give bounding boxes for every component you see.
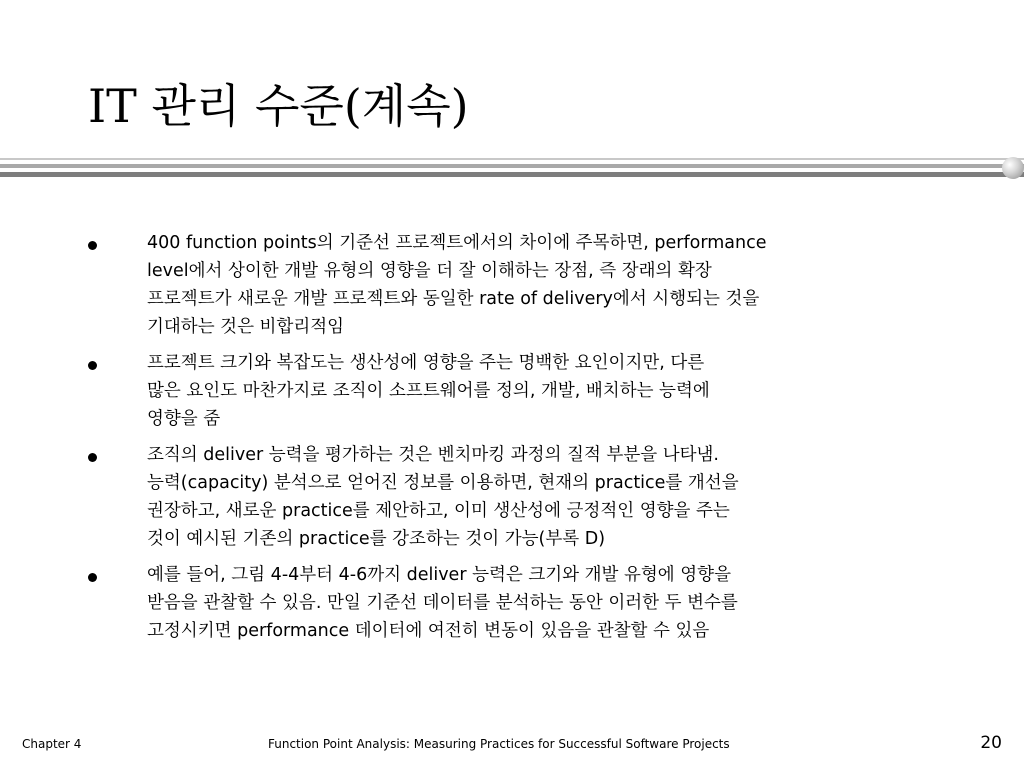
bullet-text: 프로젝트 크기와 복잡도는 생산성에 영향을 주는 명백한 요인이지만, 다른 많은 요인도 마찬가지로 조직이 소프트웨어를 정의, 개발, 배치하는 능력에 영향을 줌 (147, 353, 710, 429)
bullet-dot-icon (88, 453, 97, 462)
footer-chapter: Chapter 4 (22, 737, 82, 751)
bullet-item (0, 561, 1024, 645)
divider-end-dot (1002, 157, 1024, 179)
page-number: 20 (980, 733, 1002, 753)
bullet-dot-icon (88, 573, 97, 582)
title-divider-medium (0, 164, 1024, 168)
footer-caption: Function Point Analysis: Measuring Practices for Successful Software Projects (268, 737, 730, 751)
title-divider-thick (0, 172, 1024, 177)
bullet-text: 예를 들어, 그림 4-4부터 4-6까지 deliver 능력은 크기와 개발 유형에 영향을 받음을 관찰할 수 있음. 만일 기준선 데이터를 분석하는 동안 이러한 두 변수를 고정시키면 performance 데이터에 여전히 변동이 있음을 관찰할 수 있음 (147, 565, 738, 641)
bullet-text: 조직의 deliver 능력을 평가하는 것은 벤치마킹 과정의 질적 부분을 나타냄. 능력(capacity) 분석으로 얻어진 정보를 이용하면, 현재의 practice를 개선을 권장하고, 새로운 practice를 제안하고, 이미 생산성에 긍정적인 영향을 주는 것이 예시된 기존의 practice를 강조하는 것이 가능(부록 D) (147, 445, 739, 549)
bullet-dot-icon (88, 241, 97, 250)
bullet-item (0, 229, 1024, 341)
title-divider-thin (0, 158, 1024, 160)
slide-title: IT 관리 수준(계속) (88, 79, 469, 133)
bullet-text: 400 function points의 기준선 프로젝트에서의 차이에 주목하면, performance level에서 상이한 개발 유형의 영향을 더 잘 이해하는 장점, 즉 장래의 확장 프로젝트가 새로운 개발 프로젝트와 동일한 rate of delivery에서 시행되는 것을 기대하는 것은 비합리적임 (147, 233, 767, 337)
bullet-item (0, 441, 1024, 553)
bullet-list (0, 229, 1024, 653)
bullet-dot-icon (88, 361, 97, 370)
bullet-item (0, 349, 1024, 433)
